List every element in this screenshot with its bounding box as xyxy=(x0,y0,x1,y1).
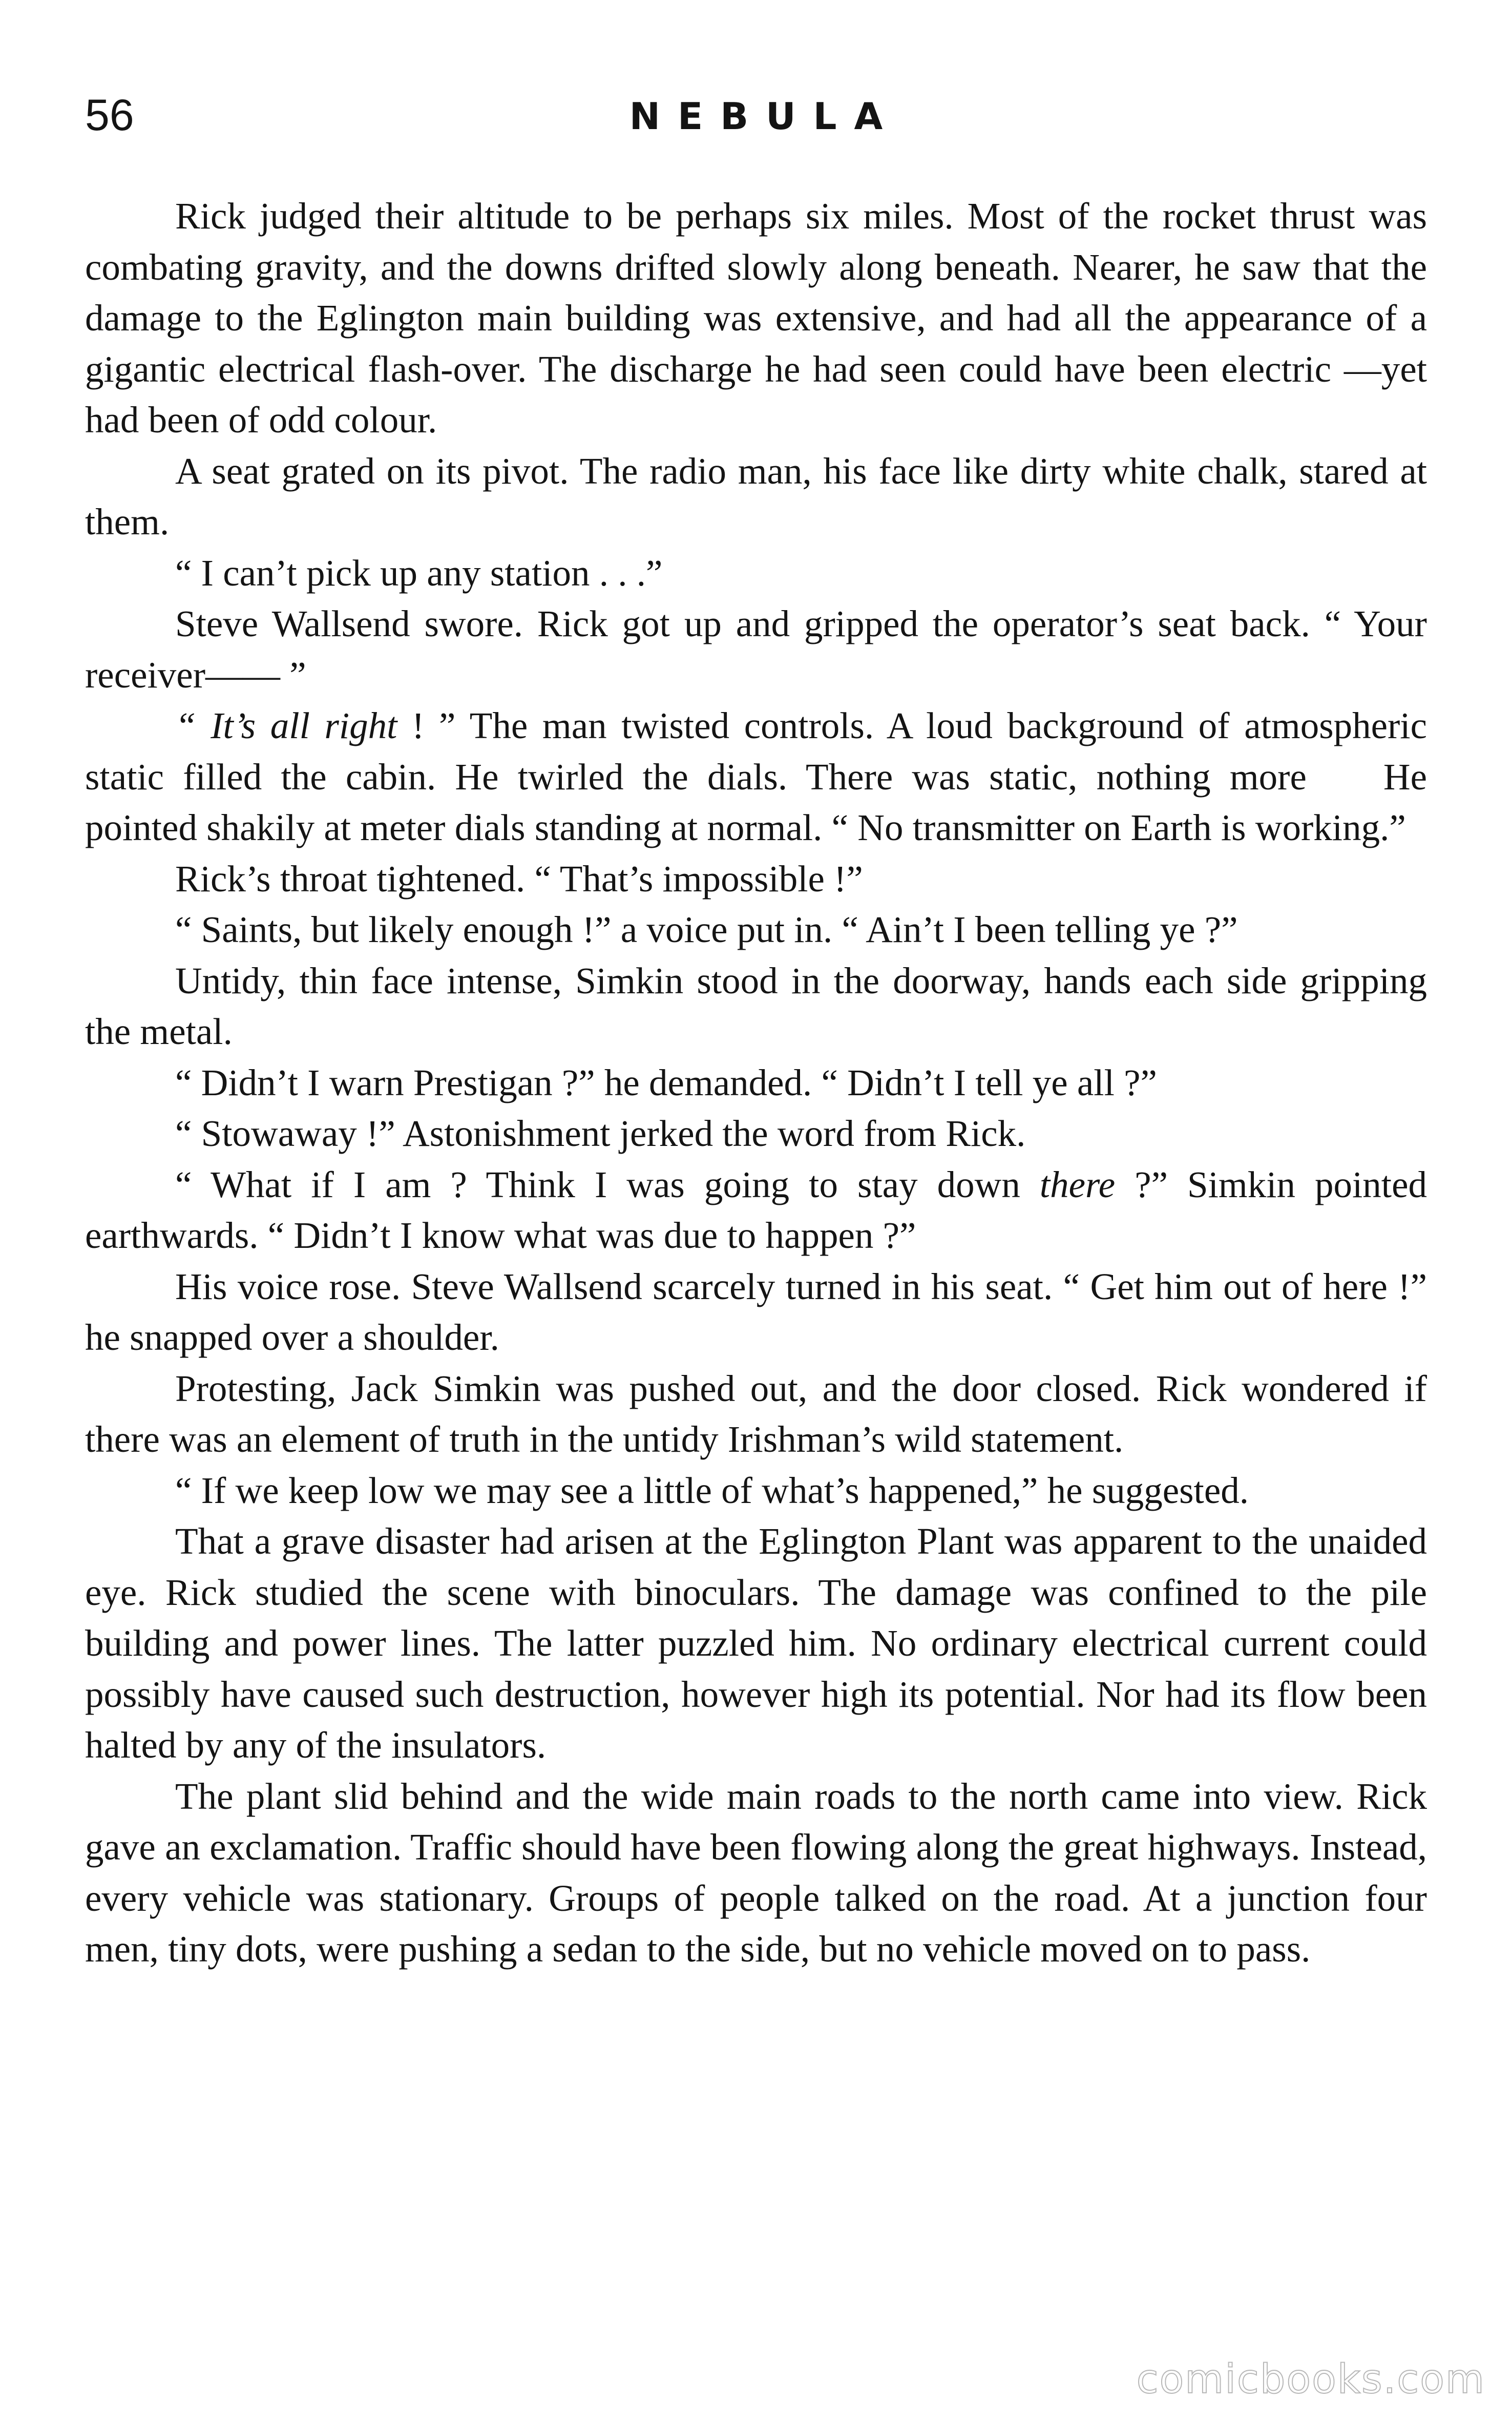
paragraph-text: His voice rose. Steve Wallsend scarcely turned in his seat. “ Get him out of here !” he snapped over a shoulder. xyxy=(85,1265,1427,1358)
page-number: 56 xyxy=(85,91,134,140)
running-head: NEBULA xyxy=(629,95,900,138)
paragraph-text: Untidy, thin face intense, Simkin stood in the doorway, hands each side gripping the metal. xyxy=(85,959,1427,1052)
paragraph xyxy=(85,1516,1427,1771)
paragraph xyxy=(85,1465,1427,1516)
paragraph xyxy=(85,700,1427,853)
page-header xyxy=(85,87,1427,149)
paragraph-text: He pointed shakily at meter dials standing at normal. “ No transmitter on Earth is working.” xyxy=(85,756,1427,848)
paragraph-text: “ What if I am ? Think I was going to stay down xyxy=(175,1163,1040,1205)
paragraph-text: “ Didn’t I warn Prestigan ?” he demanded. “ Didn’t I tell ye all ?” xyxy=(175,1061,1157,1103)
paragraph xyxy=(85,955,1427,1057)
italic-text: It’s all right xyxy=(211,705,397,746)
paragraph-text: “ Stowaway !” Astonishment jerked the word from Rick. xyxy=(175,1113,1026,1154)
paragraph-text: “ If we keep low we may see a little of what’s happened,” he suggested. xyxy=(175,1469,1249,1511)
paragraph-text: “ Saints, but likely enough !” a voice put in. “ Ain’t I been telling ye ?” xyxy=(175,909,1238,950)
paragraph xyxy=(85,853,1427,905)
paragraph xyxy=(85,598,1427,700)
paragraph xyxy=(85,1771,1427,1975)
paragraph-text: Protesting, Jack Simkin was pushed out, and the door closed. Rick wondered if there was an element of truth in the untidy Irishman’s wild statement. xyxy=(85,1367,1427,1460)
paragraph-text: The plant slid behind and the wide main roads to the north came into view. Rick gave an exclamation. Traffic should have been flowing along the great highways. Instead, every vehicle was stationary. Groups of people talked on the road. At a junction four men, tiny dots, were pushing a sedan to the side, but no vehicle moved on to pass. xyxy=(85,1775,1427,1970)
paragraph xyxy=(85,1363,1427,1465)
paragraph xyxy=(85,904,1427,955)
paragraph xyxy=(85,446,1427,548)
paragraph-text: ?” Simkin pointed earthwards. “ Didn’t I know what was due to happen ?” xyxy=(85,1163,1427,1256)
italic-text: there xyxy=(1039,1163,1116,1205)
paragraph-text: “ I can’t pick up any station . . .” xyxy=(175,552,663,594)
paragraph xyxy=(85,1261,1427,1363)
paragraph xyxy=(85,1057,1427,1109)
paragraph xyxy=(85,1108,1427,1159)
paragraph-text: Rick’s throat tightened. “ That’s impossible !” xyxy=(175,858,863,900)
paragraph xyxy=(85,1159,1427,1261)
paragraph-text: “ xyxy=(175,705,211,746)
paragraph-text: Steve Wallsend swore. Rick got up and gripped the operator’s seat back. “ Your receiver—— ” xyxy=(85,603,1427,696)
paragraph-text: ! ” The man twisted controls. A loud background of atmospheric static filled the cabin. He twirled the dials. There was static, nothing more xyxy=(85,705,1427,798)
paragraph xyxy=(85,548,1427,599)
paragraph-text: That a grave disaster had arisen at the Eglington Plant was apparent to the unaided eye. Rick studied the scene with binoculars. The damage was confined to the pile building and power lines. The latter puzzled him. No ordinary electrical current could possibly have caused such destruction, however high its potential. Nor had its flow been halted by any of the insulators. xyxy=(85,1520,1427,1766)
paragraph xyxy=(85,191,1427,446)
body-text xyxy=(85,191,1427,1975)
paragraph-text: Rick judged their altitude to be perhaps six miles. Most of the rocket thrust was combating gravity, and the downs drifted slowly along beneath. Nearer, he saw that the damage to the Eglington main building was extensive, and had all the appearance of a gigantic electrical flash-over. The discharge he had seen could have been electric —yet had been of odd colour. xyxy=(85,195,1427,441)
paragraph-text: A seat grated on its pivot. The radio man, his face like dirty white chalk, stared at them. xyxy=(85,450,1427,542)
watermark: comicbooks.com xyxy=(1136,2356,1485,2403)
